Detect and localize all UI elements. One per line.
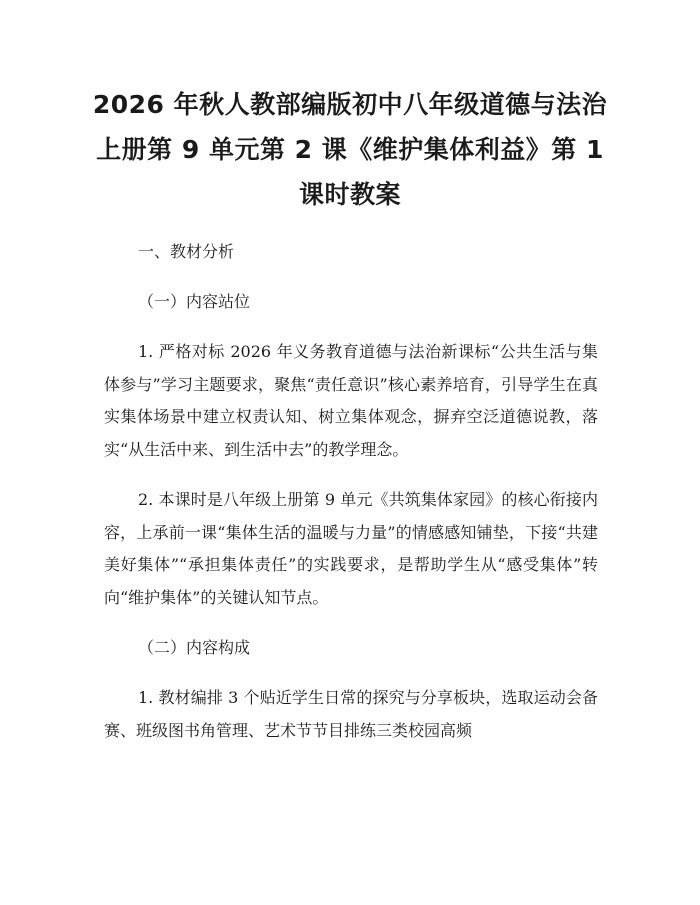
title-line-3: 课时教案 [298,180,401,209]
paragraph-textbook-arrangement: 1. 教材编排 3 个贴近学生日常的探究与分享板块，选取运动会备赛、班级图书角管理、艺术节节目排练三类校园高频 [104,688,598,740]
subsection-heading-content-structure: （二）内容构成 [138,638,251,657]
paragraph-lesson-position: 2. 本课时是八年级上册第 9 单元《共筑集体家园》的核心衔接内容，上承前一课“集体生活的温暖与力量”的情感感知铺垫，下接“共建美好集体”“承担集体责任”的实践要求，是帮助学生从“感受集体”转向“维护集体”的关键认知节点。 [104,490,598,607]
paragraph-curriculum-alignment: 1. 严格对标 2026 年义务教育道德与法治新课标“公共生活与集体参与”学习主题要求，聚焦“责任意识”核心素养培育，引导学生在真实集体场景中建立权责认知、树立集体观念，摒弃空泛道德说教，落实“从生活中来、到生活中去”的教学理念。 [104,342,598,459]
title-line-2: 上册第 9 单元第 2 课《维护集体利益》第 1 [96,135,604,164]
document-body [104,236,598,747]
subsection-heading-content-position: （一）内容站位 [138,292,251,311]
section-heading-materials-analysis: 一、教材分析 [138,242,235,261]
document-title [90,82,610,217]
title-line-1: 2026 年秋人教部编版初中八年级道德与法治 [92,90,608,119]
